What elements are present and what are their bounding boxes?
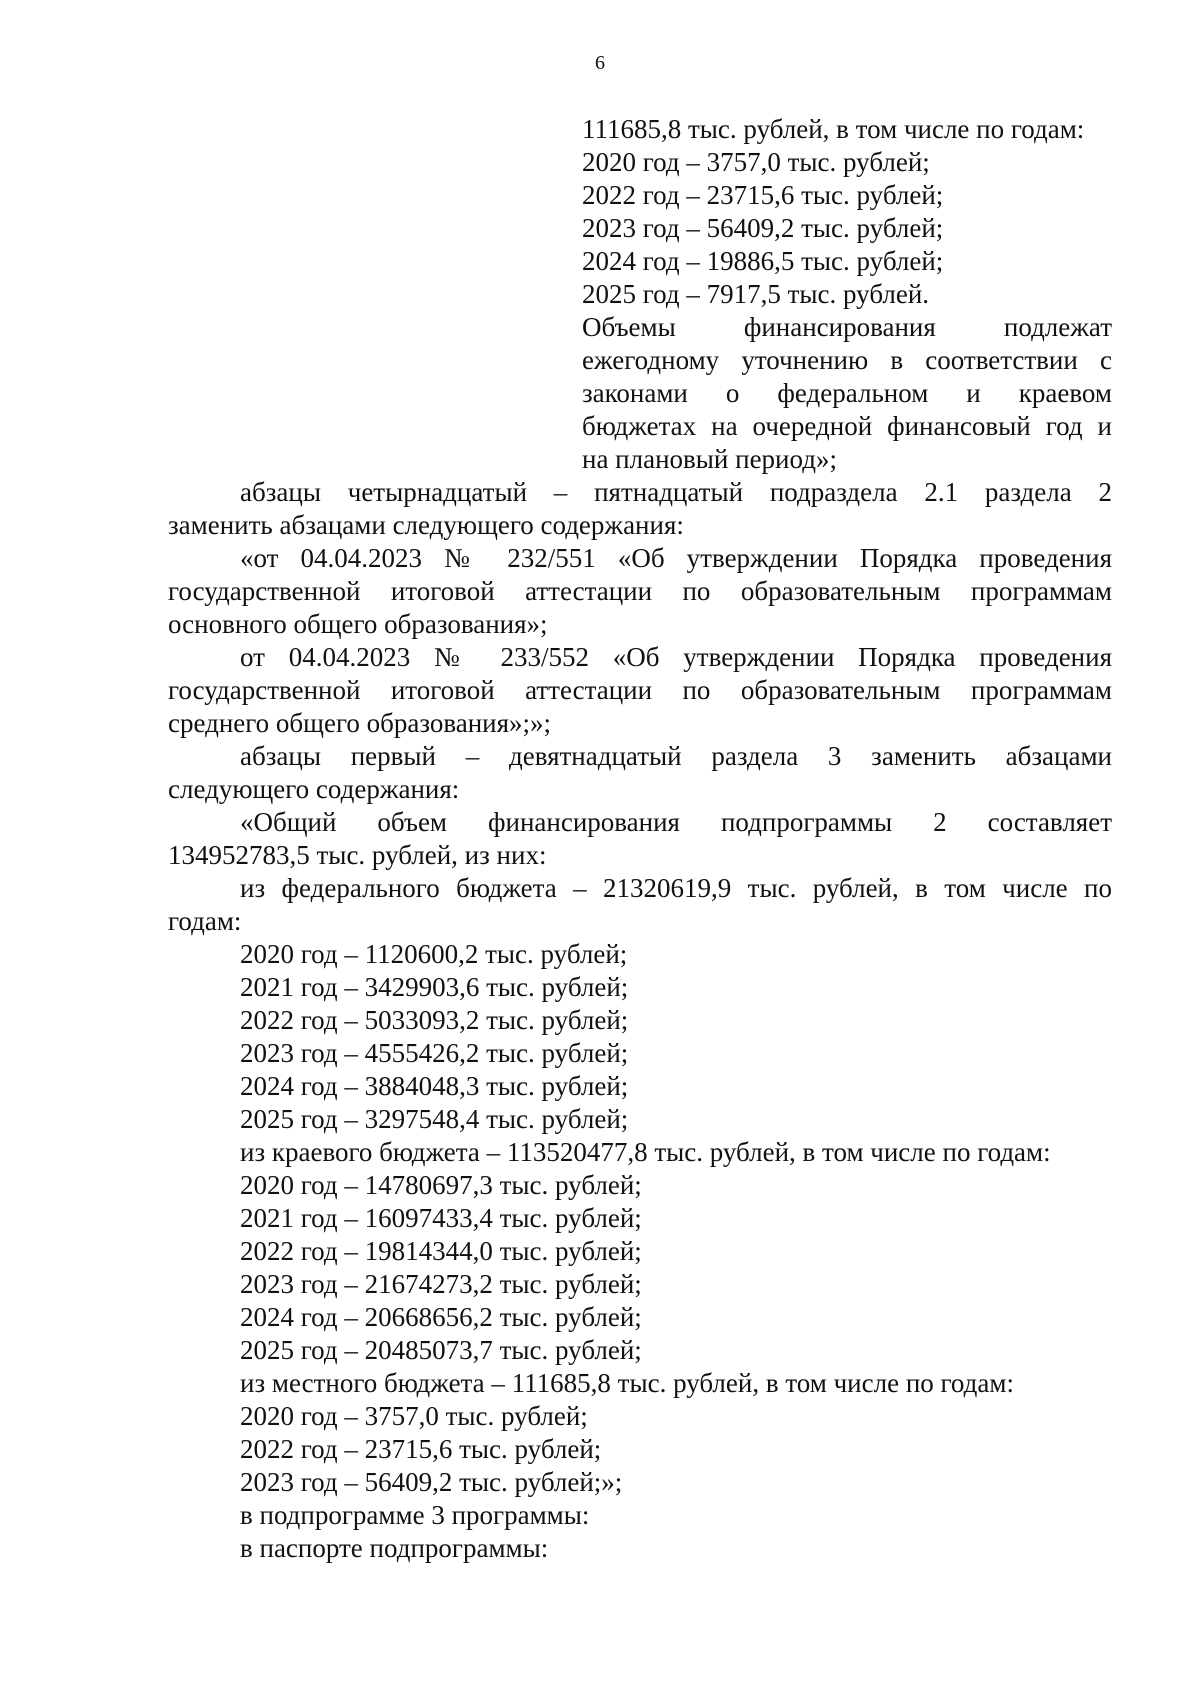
regional-year-line: 2020 год – 14780697,3 тыс. рублей; [240,1170,642,1200]
paragraph-line: годам: [168,906,242,936]
paragraph-line: 134952783,5 тыс. рублей, из них: [168,840,547,870]
passport-line: в паспорте подпрограммы: [240,1533,549,1563]
top-year-line: 2024 год – 19886,5 тыс. рублей; [582,246,944,276]
top-note-line: законами о федеральном и краевом [582,378,1112,408]
paragraph-line: «от 04.04.2023 № 232/551 «Об утверждении Порядка проведения [240,543,1112,573]
federal-year-line: 2021 год – 3429903,6 тыс. рублей; [240,972,629,1002]
top-year-line: 2025 год – 7917,5 тыс. рублей. [582,279,930,309]
federal-year-line: 2020 год – 1120600,2 тыс. рублей; [240,939,628,969]
page-number: 6 [595,52,605,74]
regional-year-line: 2021 год – 16097433,4 тыс. рублей; [240,1203,642,1233]
top-note-line: Объемы финансирования подлежат [582,312,1112,342]
regional-year-line: 2024 год – 20668656,2 тыс. рублей; [240,1302,642,1332]
local-year-line: 2022 год – 23715,6 тыс. рублей; [240,1434,602,1464]
federal-year-line: 2025 год – 3297548,4 тыс. рублей; [240,1104,629,1134]
federal-year-line: 2022 год – 5033093,2 тыс. рублей; [240,1005,629,1035]
local-budget-line: из местного бюджета – 111685,8 тыс. рублей, в том числе по годам: [240,1368,1014,1398]
local-year-line: 2023 год – 56409,2 тыс. рублей;»; [240,1467,623,1497]
top-note-line: на плановый период»; [582,444,837,474]
regional-budget-line: из краевого бюджета – 113520477,8 тыс. рублей, в том числе по годам: [240,1137,1051,1167]
paragraph-line: государственной итоговой аттестации по образовательным программам [168,576,1112,606]
paragraph-line: от 04.04.2023 № 233/552 «Об утверждении Порядка проведения [240,642,1112,672]
top-note-line: ежегодному уточнению в соответствии с [582,345,1112,375]
top-note-line: бюджетах на очередной финансовый год и [582,411,1112,441]
top-year-line: 2022 год – 23715,6 тыс. рублей; [582,180,944,210]
regional-year-line: 2022 год – 19814344,0 тыс. рублей; [240,1236,642,1266]
top-year-line: 2023 год – 56409,2 тыс. рублей; [582,213,944,243]
paragraph-line: абзацы первый – девятнадцатый раздела 3 заменить абзацами [240,741,1112,771]
paragraph-line: «Общий объем финансирования подпрограммы 2 составляет [240,807,1112,837]
local-year-line: 2020 год – 3757,0 тыс. рублей; [240,1401,588,1431]
paragraph-line: заменить абзацами следующего содержания: [168,510,684,540]
regional-year-line: 2023 год – 21674273,2 тыс. рублей; [240,1269,642,1299]
top-year-line: 2020 год – 3757,0 тыс. рублей; [582,147,930,177]
regional-year-line: 2025 год – 20485073,7 тыс. рублей; [240,1335,642,1365]
paragraph-line: государственной итоговой аттестации по образовательным программам [168,675,1112,705]
federal-year-line: 2024 год – 3884048,3 тыс. рублей; [240,1071,629,1101]
top-total-line: 111685,8 тыс. рублей, в том числе по годам: [582,114,1085,144]
subprogram-3-line: в подпрограмме 3 программы: [240,1500,590,1530]
paragraph-line: основного общего образования»; [168,609,548,639]
federal-year-line: 2023 год – 4555426,2 тыс. рублей; [240,1038,629,1068]
paragraph-line: из федерального бюджета – 21320619,9 тыс. рублей, в том числе по [240,873,1112,903]
paragraph-line: следующего содержания: [168,774,460,804]
paragraph-line: среднего общего образования»;»; [168,708,552,738]
paragraph-line: абзацы четырнадцатый – пятнадцатый подраздела 2.1 раздела 2 [240,477,1112,507]
